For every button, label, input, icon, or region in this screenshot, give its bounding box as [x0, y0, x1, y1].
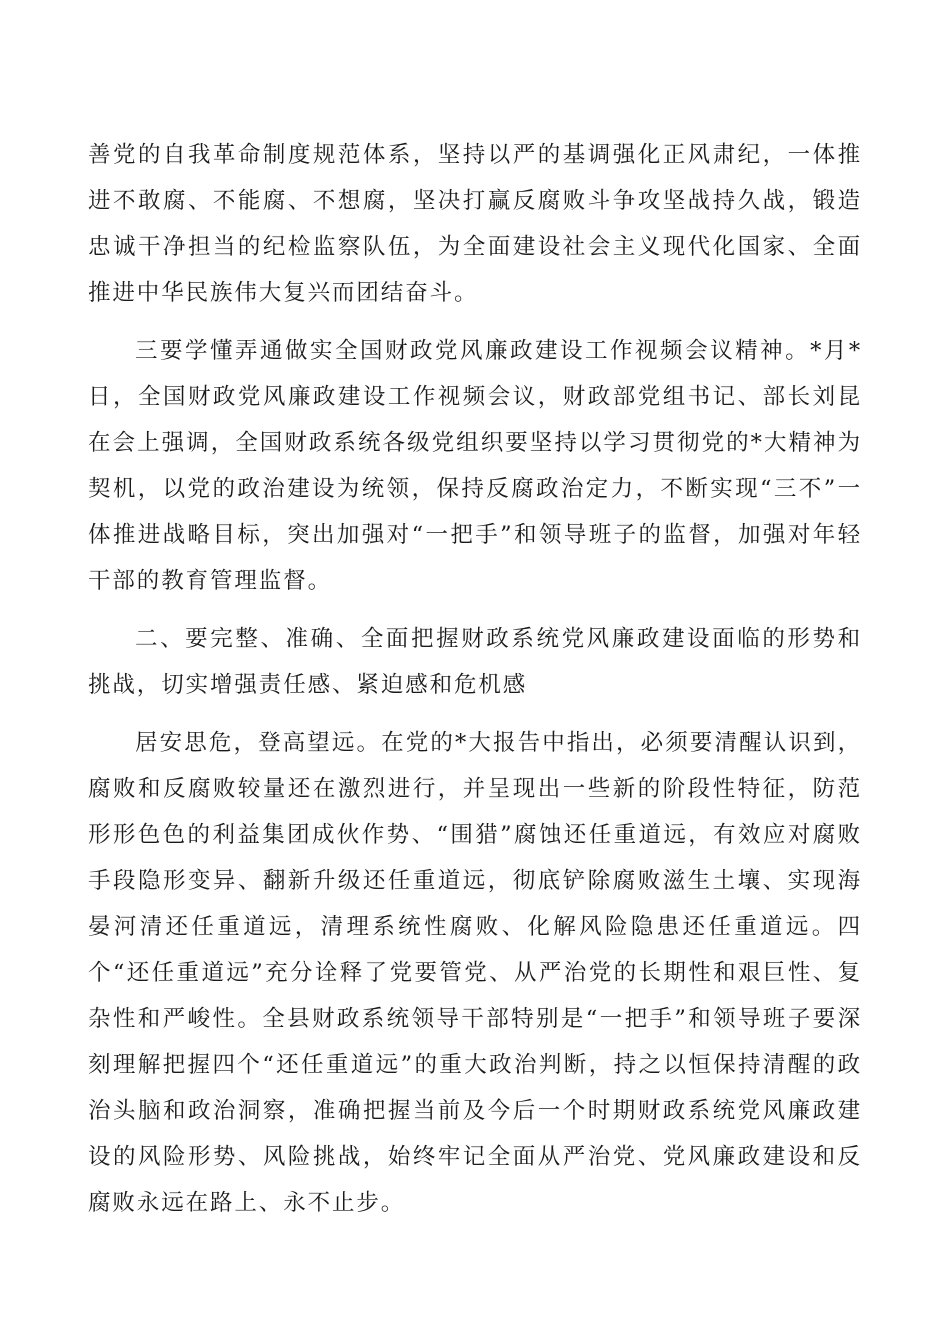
paragraph-risk-awareness: 居安思危，登高望远。在党的*大报告中指出，必须要清醒认识到，腐败和反腐败较量还在激烈进行，并呈现出一些新的阶段性特征，防范形形色色的利益集团成伙作势、“围猎”腐蚀还任重道远，有效应对腐败手段隐形变异、翻新升级还任重道远，彻底铲除腐败滋生土壤、实现海晏河清还任重道远，清理系统性腐败、化解风险隐患还任重道远。四个“还任重道远”充分诠释了党要管党、从严治党的长期性和艰巨性、复杂性和严峻性。全县财政系统领导干部特别是“一把手”和领导班子要深刻理解把握四个“还任重道远”的重大政治判断，持之以恒保持清醒的政治头脑和政治洞察，准确把握当前及今后一个时期财政系统党风廉政建设的风险形势、风险挑战，始终牢记全面从严治党、党风廉政建设和反腐败永远在路上、永不止步。	[88, 730, 862, 1216]
document-body	[88, 132, 862, 1238]
section-heading-two: 二、要完整、准确、全面把握财政系统党风廉政建设面临的形势和挑战，切实增强责任感、紧迫感和危机感	[88, 626, 862, 698]
paragraph-continuation: 善党的自我革命制度规范体系，坚持以严的基调强化正风肃纪，一体推进不敢腐、不能腐、不想腐，坚决打赢反腐败斗争攻坚战持久战，锻造忠诚干净担当的纪检监察队伍，为全面建设社会主义现代化国家、全面推进中华民族伟大复兴而团结奋斗。	[88, 142, 862, 306]
paragraph-meeting-spirit: 三要学懂弄通做实全国财政党风廉政建设工作视频会议精神。*月*日，全国财政党风廉政建设工作视频会议，财政部党组书记、部长刘昆在会上强调，全国财政系统各级党组织要坚持以学习贯彻党的*大精神为契机，以党的政治建设为统领，保持反腐政治定力，不断实现“三不”一体推进战略目标，突出加强对“一把手”和领导班子的监督，加强对年轻干部的教育管理监督。	[88, 338, 862, 594]
